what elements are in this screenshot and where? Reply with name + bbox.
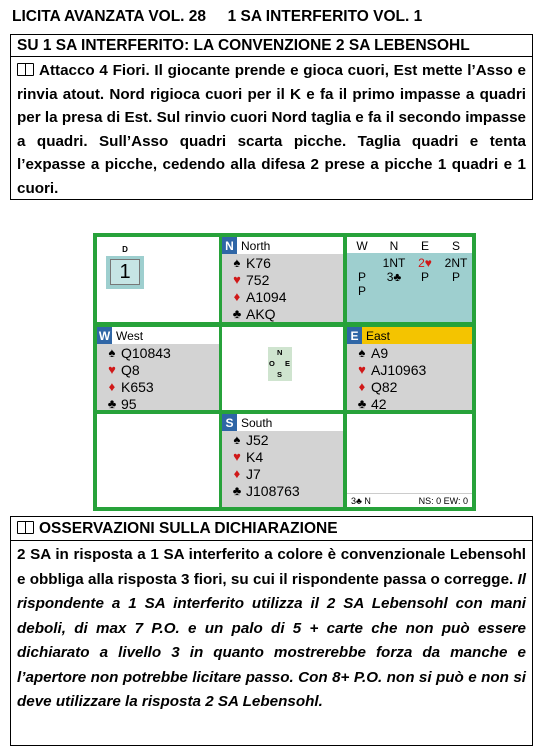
empty-cell	[97, 414, 219, 507]
bid: 2♥	[418, 256, 432, 270]
heart-icon: ♥	[358, 362, 366, 377]
auction-header-s: S	[451, 239, 460, 253]
heart-icon: ♥	[233, 272, 241, 287]
board-number: 1	[110, 259, 140, 285]
club-icon: ♣	[232, 483, 242, 498]
spade-icon: ♠	[358, 345, 366, 360]
section-title: SU 1 SA INTERFERITO: LA CONVENZIONE 2 SA LEBENSOHL	[11, 35, 532, 57]
dealer-label: D	[106, 245, 144, 256]
compass	[268, 347, 292, 381]
series-title: LICITA AVANZATA VOL. 28	[12, 8, 207, 25]
auction-header-n: N	[389, 239, 399, 253]
result-footer	[347, 493, 472, 507]
south-hearts: K4	[246, 448, 264, 465]
compass-cell	[222, 327, 343, 410]
compass-e: E	[285, 359, 291, 368]
diamond-icon: ♦	[233, 289, 241, 304]
north-clubs: AKQ	[246, 305, 276, 322]
score: NS: 0 EW: 0	[418, 495, 468, 506]
seat-label-east: E East	[347, 327, 472, 344]
bid: P	[451, 270, 460, 284]
east-clubs: 42	[371, 395, 387, 412]
club-icon: ♣	[232, 306, 242, 321]
dealer-box	[106, 245, 144, 289]
hand-south	[222, 414, 343, 507]
south-clubs: J108763	[246, 482, 300, 499]
west-hearts: Q8	[121, 361, 140, 378]
notes-italic: Il rispondente a 1 SA interferito utilizza il 2 SA Lebensohl con mani deboli, di max 7 P.O. e un palo di 5 + carte che non può essere dichiarato a livello 3 in quanto mostrerebbe forza da manche e l’apertore non potrebbe licitare passo. Con 8+ P.O. non si può e non si deve utilizzare la risposta 2 SA Lebensohl.	[17, 570, 526, 710]
north-hearts: 752	[246, 271, 270, 288]
north-spades: K76	[246, 254, 271, 271]
spade-icon: ♠	[108, 345, 116, 360]
book-icon	[17, 521, 34, 534]
south-spades: J52	[246, 431, 269, 448]
play-description	[11, 57, 532, 200]
result-cell	[347, 414, 472, 507]
north-diamonds: A1094	[246, 288, 287, 305]
west-spades: Q10843	[121, 344, 171, 361]
auction-header-e: E	[420, 239, 429, 253]
club-icon: ♣	[107, 396, 117, 411]
compass-o: O	[269, 359, 275, 368]
club-icon: ♣	[357, 396, 367, 411]
diamond-icon: ♦	[108, 379, 116, 394]
play-text: Attacco 4 Fiori. Il giocante prende e gioca cuori, Est mette l’Asso e rinvia atout. Nord rigioca cuori per il K e fa il primo impasse a quadri per la presa di Est. Sul rinvio cuori Nord taglia e fa il secondo impasse a quadri. Sull’Asso quadri scarta picche. Taglia quadri e tenta l’expasse a picche, cedendo alla difesa 2 prese a picche 1 quadri e 1 cuori.	[17, 62, 526, 197]
hand-east	[347, 327, 472, 410]
section-title-2: OSSERVAZIONI SULLA DICHIARAZIONE	[11, 517, 532, 541]
bid: 2NT	[444, 256, 468, 270]
notes-plain: 2 SA in risposta a 1 SA interferito a colore è convenzionale Lebensohl e obbliga alla risposta 3 fiori, su cui il rispondente passa o corregge.	[17, 546, 526, 588]
board-info-cell	[97, 237, 219, 322]
bid: 1NT	[382, 256, 406, 270]
heart-icon: ♥	[108, 362, 116, 377]
east-diamonds: Q82	[371, 378, 398, 395]
play-section	[10, 34, 533, 200]
spade-icon: ♠	[233, 255, 241, 270]
bridge-diagram	[93, 233, 476, 511]
contract: 3♣ N	[351, 495, 371, 506]
west-clubs: 95	[121, 395, 137, 412]
seat-label-north: N North	[222, 237, 343, 254]
west-diamonds: K653	[121, 378, 154, 395]
book-icon	[17, 63, 34, 76]
auction-header-w: W	[356, 239, 368, 253]
volume-title: 1 SA INTERFERITO VOL. 1	[227, 8, 423, 25]
south-diamonds: J7	[246, 465, 261, 482]
seat-label-south: S South	[222, 414, 343, 431]
bid: 3♣	[386, 270, 402, 284]
bid: P	[357, 284, 366, 298]
east-spades: A9	[371, 344, 389, 361]
compass-n: N	[277, 348, 283, 357]
bid: P	[357, 270, 366, 284]
spade-icon: ♠	[233, 432, 241, 447]
bidding-notes-section	[10, 516, 533, 746]
hand-north	[222, 237, 343, 322]
seat-label-west: W West	[97, 327, 219, 344]
auction-box	[347, 237, 472, 322]
hand-west	[97, 327, 219, 410]
diamond-icon: ♦	[358, 379, 366, 394]
heart-icon: ♥	[233, 449, 241, 464]
compass-s: S	[277, 370, 283, 379]
bid: P	[420, 270, 429, 284]
east-hearts: AJ10963	[371, 361, 427, 378]
diamond-icon: ♦	[233, 466, 241, 481]
page-header	[12, 8, 532, 26]
bidding-notes-text	[11, 541, 532, 715]
